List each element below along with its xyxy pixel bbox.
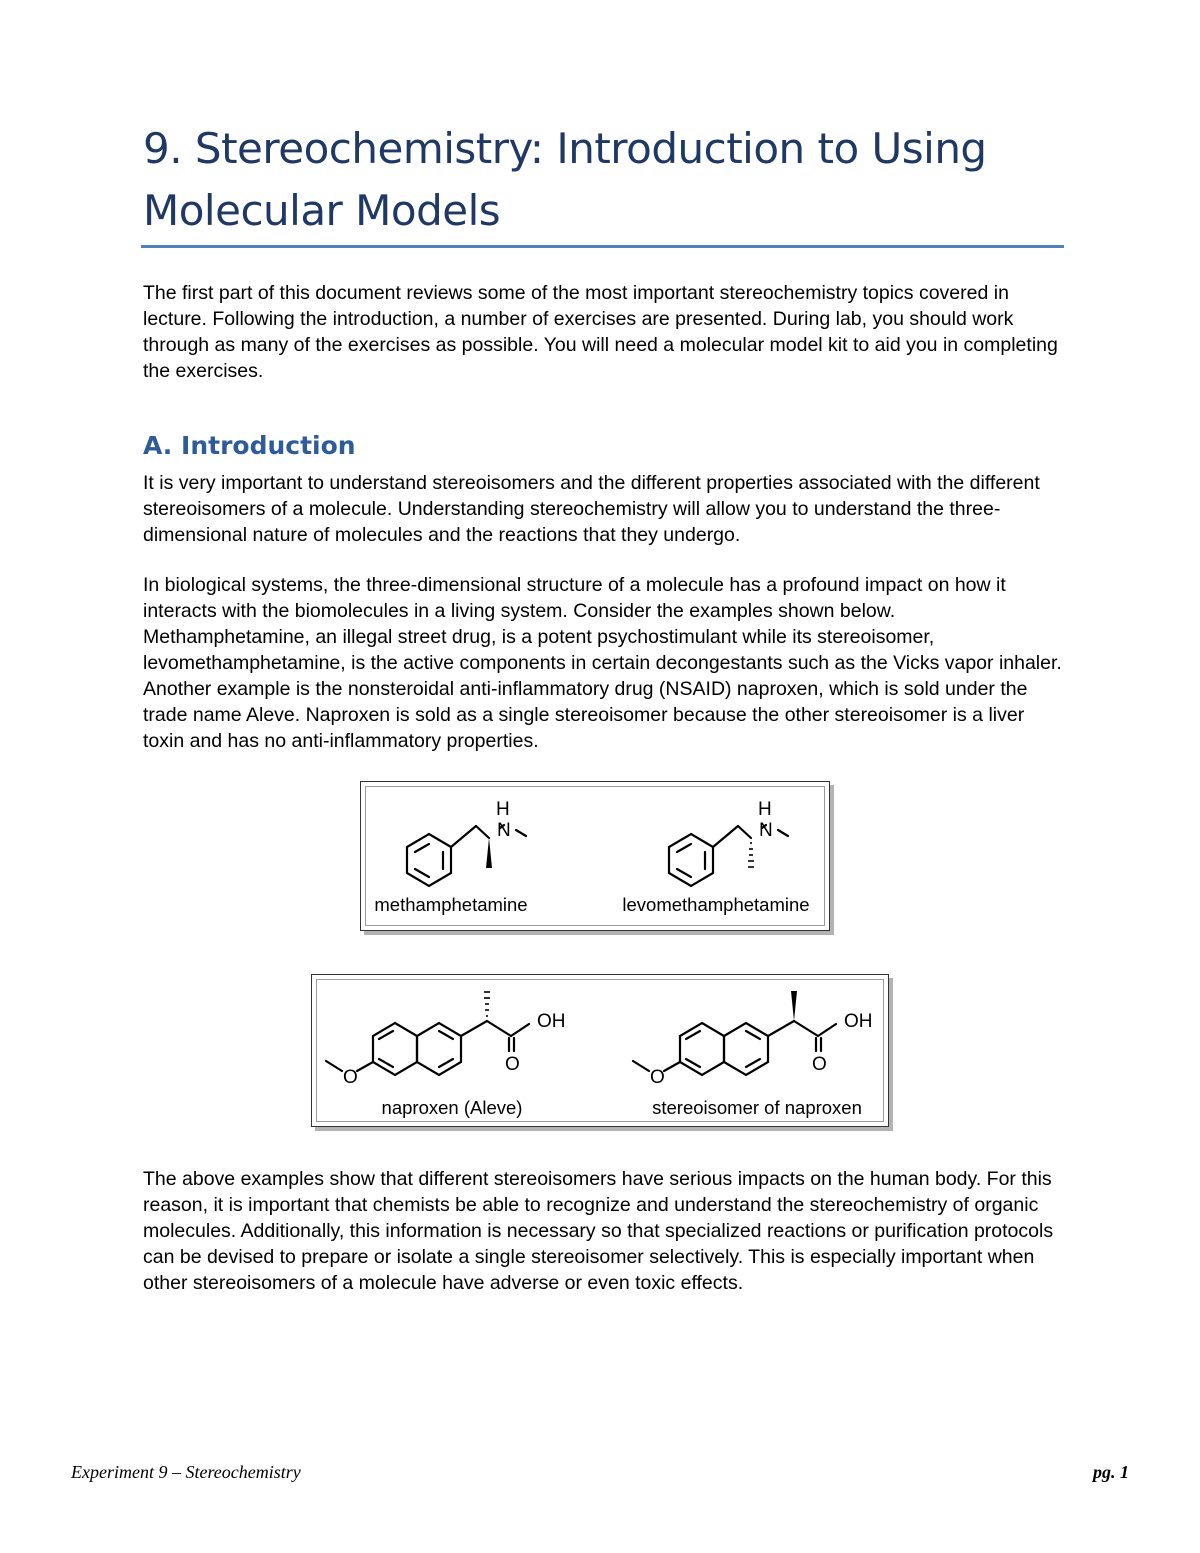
hydrogen-label: H	[496, 799, 510, 820]
methamphetamine-label: methamphetamine	[374, 894, 528, 915]
carbonyl-oxygen-label: O	[812, 1054, 827, 1075]
naproxen-label: naproxen (Aleve)	[381, 1097, 523, 1118]
intro-paragraph: The first part of this document reviews some of the most important stereochemistry topics covered in lecture. Following the introduction, a number of exercises are presented. During lab, you should work through as many of the exercises as possible. You will need a molecular model kit to aid you in completing the exercises.	[143, 282, 1058, 382]
ether-oxygen-label: O	[650, 1067, 665, 1088]
figure-naproxen	[311, 974, 889, 1127]
intro-paragraph-1: It is very important to understand stereoisomers and the different properties associated with the different stereoisomers of a molecule. Understanding stereochemistry will allow you to understand the three-dimensional nature of molecules and the reactions that they undergo.	[143, 472, 1040, 546]
carbonyl-oxygen-label: O	[505, 1054, 520, 1075]
conclusion-paragraph: The above examples show that different stereoisomers have serious impacts on the human body. For this reason, it is important that chemists be able to recognize and understand the stereochemistry of organic molecules. Additionally, this information is necessary so that specialized reactions or purification protocols can be devised to prepare or isolate a single stereoisomer selectively. This is especially important when other stereoisomers of a molecule have adverse or even toxic effects.	[143, 1168, 1054, 1294]
footer-page-number: pg. 1	[1093, 1462, 1129, 1482]
title-divider	[141, 245, 1064, 248]
hydroxyl-label: OH	[537, 1011, 566, 1032]
hydroxyl-label: OH	[844, 1011, 873, 1032]
naproxen-stereoisomer-label: stereoisomer of naproxen	[652, 1097, 862, 1118]
page-title: 9. Stereochemistry: Introduction to Using Molecular Models	[143, 124, 987, 235]
nitrogen-label: N	[497, 820, 511, 841]
section-heading-introduction: A. Introduction	[143, 431, 356, 460]
figure-methamphetamine	[360, 781, 830, 931]
nitrogen-label: N	[759, 820, 773, 841]
footer-experiment-title: Experiment 9 – Stereochemistry	[71, 1462, 301, 1482]
intro-paragraph-2: In biological systems, the three-dimensional structure of a molecule has a profound impact on how it interacts with the biomolecules in a living system. Consider the examples shown below. Methamphetamine, an illegal street drug, is a potent psychostimulant while its stereoisomer, levomethamphetamine, is the active components in certain decongestants such as the Vicks vapor inhaler. Another example is the nonsteroidal anti-inflammatory drug (NSAID) naproxen, which is sold under the trade name Aleve. Naproxen is sold as a single stereoisomer because the other stereoisomer is a liver toxin and has no anti-inflammatory properties.	[143, 574, 1062, 752]
hydrogen-label: H	[758, 799, 772, 820]
levomethamphetamine-label: levomethamphetamine	[622, 894, 810, 915]
ether-oxygen-label: O	[343, 1067, 358, 1088]
